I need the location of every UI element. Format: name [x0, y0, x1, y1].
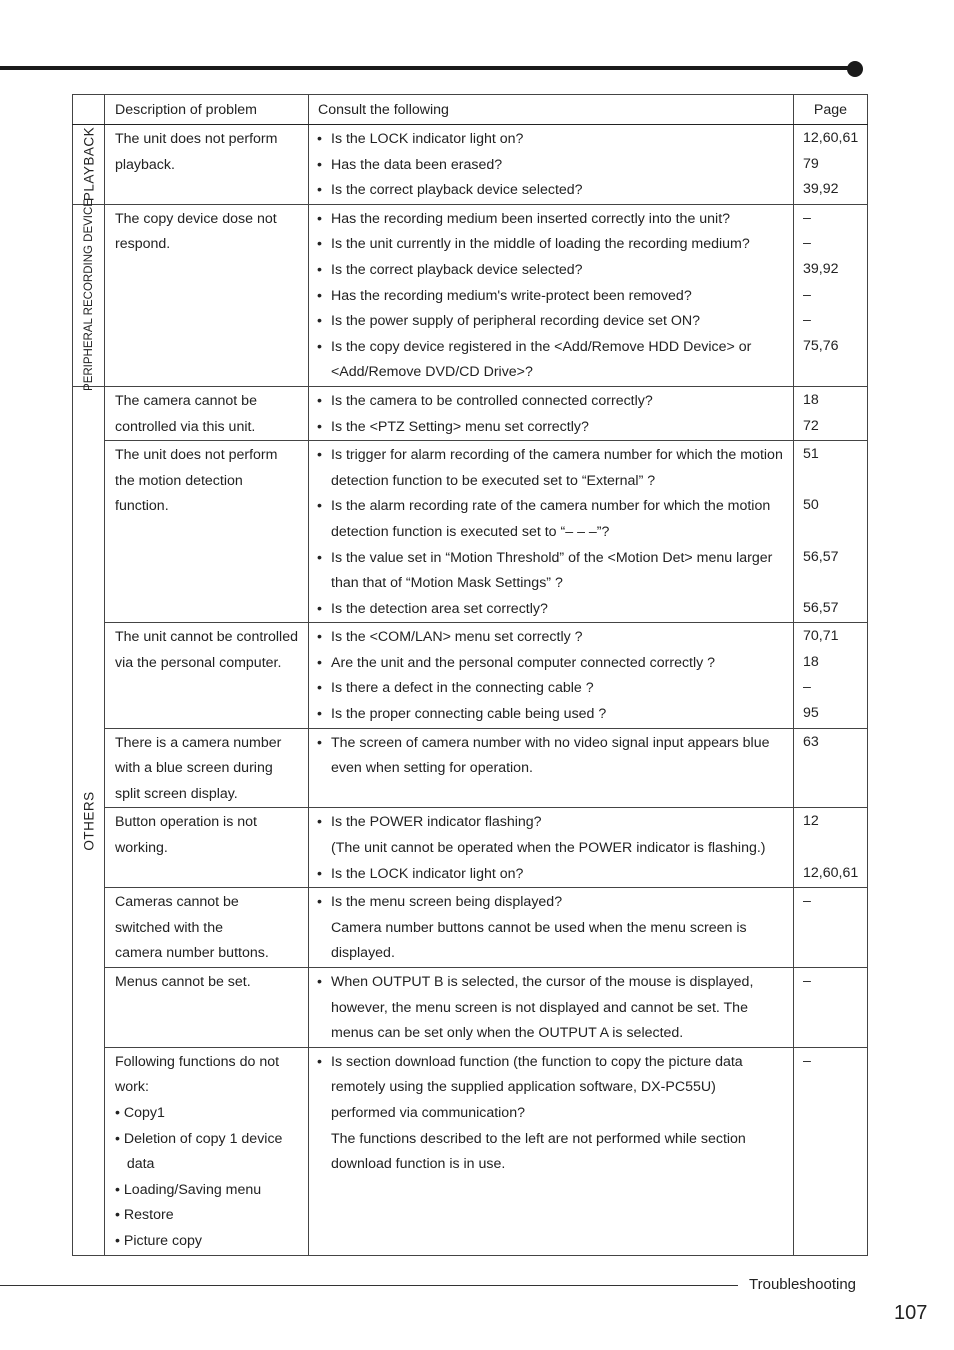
- description-line: respond.: [115, 236, 171, 253]
- consult-list: [309, 125, 794, 205]
- table-row: [73, 728, 868, 808]
- consult-item: • Is the <COM/LAN> menu set correctly ?: [317, 625, 791, 651]
- consult-continuation: however, the menu screen is not displayed and cannot be set. The: [331, 999, 748, 1016]
- footer-rule: [0, 1285, 738, 1286]
- page-ref: 50: [803, 497, 819, 514]
- page-ref: 56,57: [803, 548, 839, 565]
- table-row: [73, 623, 868, 728]
- footer-section-title: Troubleshooting: [749, 1276, 857, 1293]
- category-cell: [73, 125, 105, 205]
- troubleshooting-table: [72, 94, 868, 1256]
- consult-item: • Is the value set in “Motion Threshold” of the <Motion Det> menu larger: [317, 546, 791, 572]
- consult-item: • Is the correct playback device selected?: [317, 178, 791, 204]
- problem-description: [105, 808, 309, 888]
- page-ref: –: [803, 1052, 811, 1069]
- page-refs: [794, 728, 868, 808]
- consult-continuation: remotely using the supplied application software, DX-PC55U): [331, 1079, 716, 1096]
- consult-item: • Is the alarm recording rate of the camera number for which the motion: [317, 494, 791, 520]
- consult-continuation: detection function is executed set to “– – –”?: [331, 523, 610, 540]
- table-row: [73, 204, 868, 386]
- consult-item: • Has the recording medium's write-protect been removed?: [317, 284, 791, 310]
- page-ref: –: [803, 679, 811, 696]
- problem-description: [105, 204, 309, 386]
- page-ref: 95: [803, 705, 819, 722]
- page-ref: 18: [803, 391, 819, 408]
- header-page: Page: [794, 95, 868, 125]
- problem-description: [105, 386, 309, 440]
- consult-continuation: (The unit cannot be operated when the POWER indicator is flashing.): [331, 840, 766, 857]
- description-line: Cameras cannot be: [115, 894, 239, 911]
- consult-item: • Is the unit currently in the middle of loading the recording medium?: [317, 232, 791, 258]
- consult-list: [309, 808, 794, 888]
- consult-continuation: than that of “Motion Mask Settings” ?: [331, 575, 563, 592]
- problem-description: [105, 888, 309, 968]
- page-ref: 39,92: [803, 260, 839, 277]
- header-description: Description of problem: [105, 95, 309, 125]
- header-rule-dot: [847, 61, 863, 77]
- consult-continuation: even when setting for operation.: [331, 760, 533, 777]
- page-ref: 12: [803, 813, 819, 830]
- page-refs: [794, 968, 868, 1048]
- page-ref: 72: [803, 417, 819, 434]
- description-line: Button operation is not: [115, 814, 257, 831]
- description-line: Menus cannot be set.: [115, 974, 251, 990]
- page-ref: –: [803, 973, 811, 989]
- consult-item: • Is the LOCK indicator light on?: [317, 127, 791, 153]
- consult-item: • Is section download function (the function to copy the picture data: [317, 1050, 791, 1076]
- description-line: • Copy1: [115, 1104, 165, 1121]
- header-rule: [0, 66, 852, 70]
- page-ref: –: [803, 235, 811, 252]
- consult-continuation: The functions described to the left are not performed while section: [331, 1130, 746, 1147]
- consult-continuation: performed via communication?: [331, 1104, 525, 1121]
- page-ref: 18: [803, 653, 819, 670]
- consult-list: [309, 968, 794, 1048]
- page-refs: [794, 623, 868, 728]
- table-row: [73, 125, 868, 205]
- page-ref: 79: [803, 155, 819, 172]
- consult-item: • Is the proper connecting cable being used ?: [317, 702, 791, 728]
- consult-continuation: menus can be set only when the OUTPUT A is selected.: [331, 1025, 684, 1042]
- problem-description: [105, 968, 309, 1048]
- category-peripheral: PERIPHERAL RECORDING DEVICE: [82, 199, 95, 392]
- page-ref: –: [803, 893, 811, 910]
- description-line: working.: [115, 840, 168, 857]
- table-row: [73, 441, 868, 623]
- page-ref: –: [803, 286, 811, 303]
- page-ref: [803, 468, 867, 494]
- description-line: The camera cannot be: [115, 392, 257, 409]
- page-ref: 39,92: [803, 181, 839, 198]
- consult-list: [309, 623, 794, 728]
- description-line: The unit cannot be controlled: [115, 629, 298, 646]
- description-line: work:: [115, 1079, 149, 1096]
- problem-description: [105, 623, 309, 728]
- consult-item: • Is the POWER indicator flashing?: [317, 810, 791, 836]
- consult-list: [309, 441, 794, 623]
- description-line: • Picture copy: [115, 1232, 202, 1249]
- consult-item: • Has the data been erased?: [317, 153, 791, 179]
- table-row: [73, 1047, 868, 1255]
- consult-item: • Is trigger for alarm recording of the camera number for which the motion: [317, 443, 791, 469]
- category-playback: PLAYBACK: [81, 127, 96, 202]
- description-line: There is a camera number: [115, 734, 282, 751]
- consult-list: [309, 386, 794, 440]
- description-line: The unit does not perform: [115, 131, 278, 147]
- category-others: OTHERS: [81, 791, 96, 851]
- description-line: The copy device dose not: [115, 210, 277, 227]
- description-line: the motion detection: [115, 472, 243, 489]
- page-refs: [794, 441, 868, 623]
- page-ref: 56,57: [803, 599, 839, 616]
- page-refs: [794, 125, 868, 205]
- page-ref: –: [803, 209, 811, 226]
- description-line: split screen display.: [115, 785, 238, 802]
- page-ref: [803, 519, 867, 545]
- problem-description: [105, 728, 309, 808]
- consult-item: • When OUTPUT B is selected, the cursor of the mouse is displayed,: [317, 970, 791, 996]
- page-ref: 12,60,61: [803, 864, 859, 881]
- category-cell: [73, 386, 105, 1255]
- table-row: [73, 968, 868, 1048]
- consult-item: • Is the LOCK indicator light on?: [317, 862, 791, 888]
- problem-description: [105, 1047, 309, 1255]
- description-line: via the personal computer.: [115, 654, 282, 671]
- table-row: [73, 386, 868, 440]
- consult-continuation: detection function to be executed set to “External” ?: [331, 472, 656, 489]
- consult-item: • Is there a defect in the connecting cable ?: [317, 676, 791, 702]
- page-ref: [803, 570, 867, 596]
- header-category-cell: [73, 95, 105, 125]
- consult-list: [309, 728, 794, 808]
- page-ref: 63: [803, 733, 819, 750]
- description-line: Following functions do not: [115, 1053, 280, 1070]
- consult-item: • Is the power supply of peripheral recording device set ON?: [317, 309, 791, 335]
- page-refs: [794, 386, 868, 440]
- description-line: • Restore: [115, 1207, 174, 1224]
- page-ref: 70,71: [803, 628, 839, 645]
- consult-item: • Is the detection area set correctly?: [317, 597, 791, 623]
- description-line: switched with the: [115, 919, 224, 936]
- description-line: with a blue screen during: [115, 760, 273, 777]
- description-line: camera number buttons.: [115, 945, 269, 962]
- consult-list: [309, 204, 794, 386]
- page-ref: 75,76: [803, 337, 839, 354]
- description-line: playback.: [115, 156, 175, 173]
- description-line: data: [115, 1156, 155, 1173]
- consult-item: • Is the correct playback device selected?: [317, 258, 791, 284]
- page-refs: [794, 204, 868, 386]
- page-refs: [794, 808, 868, 888]
- page-refs: [794, 888, 868, 968]
- table-row: [73, 808, 868, 888]
- consult-item: • Is the camera to be controlled connected correctly?: [317, 389, 791, 415]
- consult-item: • Has the recording medium been inserted correctly into the unit?: [317, 207, 791, 233]
- consult-list: [309, 1047, 794, 1255]
- consult-list: [309, 888, 794, 968]
- table-row: [73, 888, 868, 968]
- description-line: controlled via this unit.: [115, 418, 256, 435]
- page-refs: [794, 1047, 868, 1255]
- consult-continuation: download function is in use.: [331, 1156, 506, 1173]
- header-consult: Consult the following: [309, 95, 794, 125]
- problem-description: [105, 125, 309, 205]
- consult-continuation: <Add/Remove DVD/CD Drive>?: [331, 364, 533, 381]
- consult-item: • Are the unit and the personal computer connected correctly ?: [317, 651, 791, 677]
- problem-description: [105, 441, 309, 623]
- page-ref: –: [803, 312, 811, 329]
- consult-item: • Is the menu screen being displayed?: [317, 890, 791, 916]
- consult-continuation: displayed.: [331, 945, 395, 962]
- page-ref: 12,60,61: [803, 130, 859, 146]
- consult-item: • Is the <PTZ Setting> menu set correctly?: [317, 415, 791, 441]
- page-number: 107: [894, 1302, 928, 1324]
- description-line: The unit does not perform: [115, 447, 278, 464]
- page-ref: [803, 835, 867, 861]
- consult-item: • The screen of camera number with no video signal input appears blue: [317, 731, 791, 757]
- table-header-row: [73, 95, 868, 125]
- consult-continuation: Camera number buttons cannot be used when the menu screen is: [331, 919, 747, 936]
- page-ref: 51: [803, 446, 819, 463]
- description-line: • Deletion of copy 1 device: [115, 1130, 283, 1147]
- consult-item: • Is the copy device registered in the <Add/Remove HDD Device> or: [317, 335, 791, 361]
- description-line: • Loading/Saving menu: [115, 1181, 262, 1198]
- category-cell: [73, 199, 105, 392]
- description-line: function.: [115, 498, 169, 515]
